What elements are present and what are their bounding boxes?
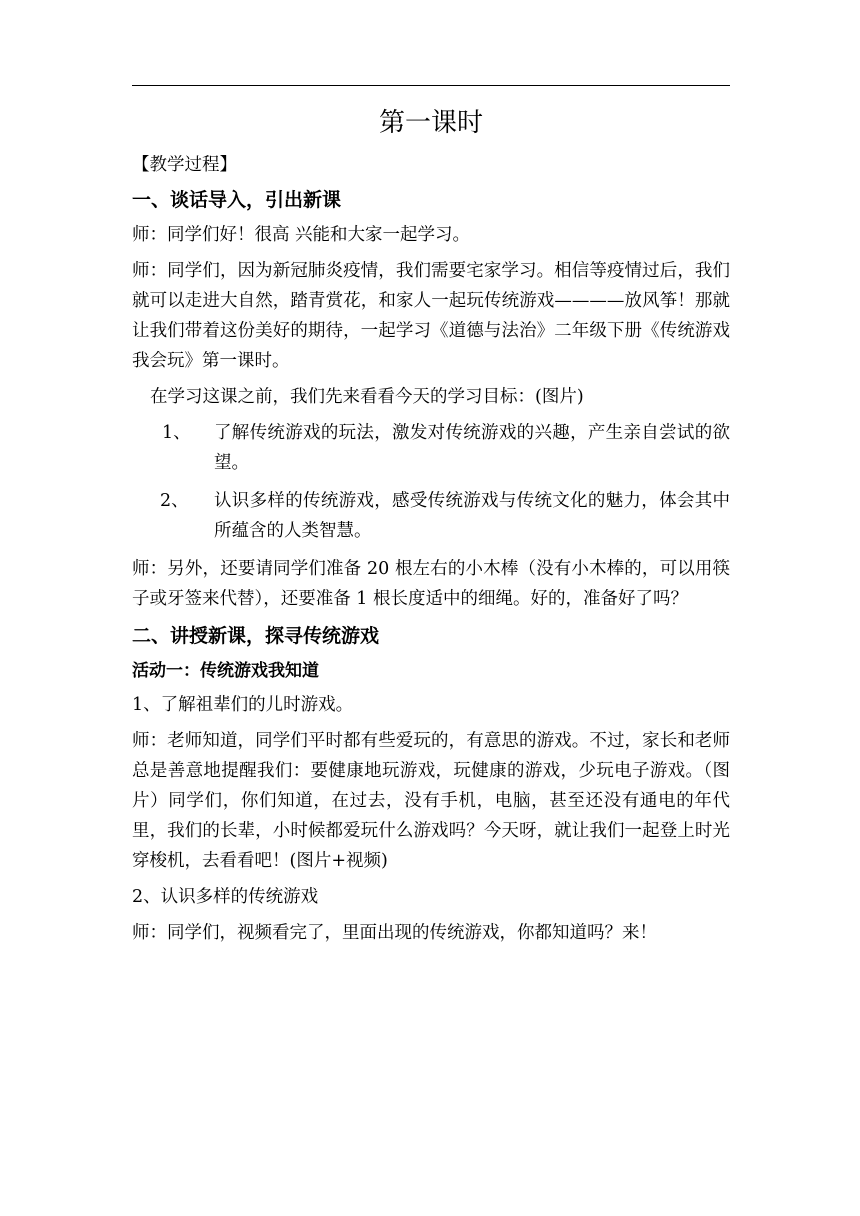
paragraph-intro: 师：同学们，因为新冠肺炎疫情，我们需要宅家学习。相信等疫情过后，我们就可以走进大自然，踏青赏花，和家人一起玩传统游戏————放风筝！那就让我们带着这份美好的期待，一起学习《道德与法治》二年级下册《传统游戏我会玩》第一课时。 <box>132 261 730 371</box>
objective-text: 认识多样的传统游戏，感受传统游戏与传统文化的魅力，体会其中所蕴含的人类智慧。 <box>214 491 730 541</box>
paragraph-greeting: 师：同学们好！很高 兴能和大家一起学习。 <box>132 225 471 245</box>
objective-item <box>132 418 730 478</box>
header-rule <box>132 85 730 86</box>
paragraph-objectives-intro: 在学习这课之前，我们先来看看今天的学习目标：(图片) <box>150 387 584 407</box>
objective-text: 了解传统游戏的玩法，激发对传统游戏的兴趣，产生亲自尝试的欲望。 <box>214 423 730 473</box>
objective-item <box>132 486 730 546</box>
page-title: 第一课时 <box>378 108 483 138</box>
list-item-grandparents-games: 1、了解祖辈们的儿时游戏。 <box>132 695 354 715</box>
objective-number: 2、 <box>160 491 189 511</box>
heading-new-lesson: 二、讲授新课，探寻传统游戏 <box>132 625 380 647</box>
objective-number: 1、 <box>162 423 191 443</box>
paragraph-teacher-explanation: 师：老师知道，同学们平时都有些爱玩的，有意思的游戏。不过，家长和老师总是善意地提醒我们：要健康地玩游戏，玩健康的游戏，少玩电子游戏。（图片）同学们，你们知道，在过去，没有手机，电脑，甚至还没有通电的年代里，我们的长辈，小时候都爱玩什么游戏吗？今天呀，就让我们一起登上时光穿梭机，去看看吧！(图片+视频) <box>132 731 730 871</box>
list-item-diverse-games: 2、认识多样的传统游戏 <box>132 887 319 907</box>
heading-activity-one: 活动一：传统游戏我知道 <box>132 661 319 681</box>
paragraph-video-question: 师：同学们，视频看完了，里面出现的传统游戏，你都知道吗？来！ <box>132 923 657 943</box>
section-label: 【教学过程】 <box>132 155 237 175</box>
heading-intro: 一、谈话导入，引出新课 <box>132 189 342 211</box>
document-body <box>132 100 730 954</box>
paragraph-materials: 师：另外，还要请同学们准备 20 根左右的小木棒（没有小木棒的，可以用筷子或牙签来代替），还要准备 1 根长度适中的细绳。好的，准备好了吗？ <box>132 559 730 609</box>
